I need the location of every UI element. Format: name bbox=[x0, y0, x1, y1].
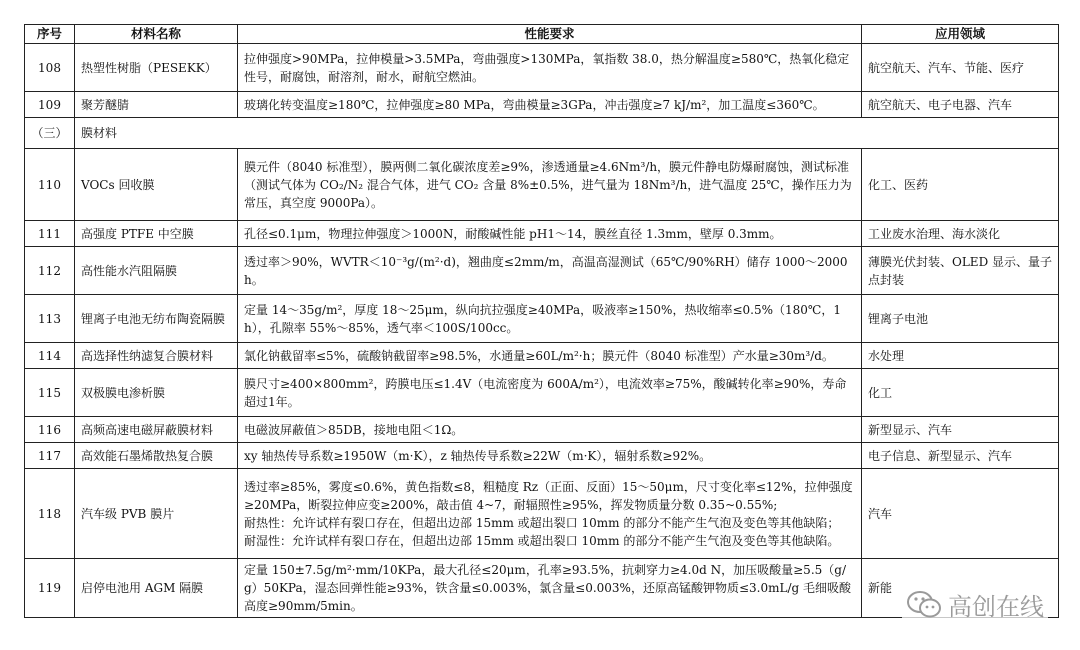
row-index: 117 bbox=[25, 443, 75, 469]
row-application: 航空航天、电子电器、汽车 bbox=[862, 92, 1059, 118]
table-row bbox=[25, 443, 1059, 469]
row-material: 锂离子电池无纺布陶瓷隔膜 bbox=[75, 295, 238, 343]
row-application: 水处理 bbox=[862, 343, 1059, 369]
row-application: 薄膜光伏封装、OLED 显示、量子点封装 bbox=[862, 247, 1059, 295]
row-index: 115 bbox=[25, 369, 75, 417]
watermark-text: 高创在线 bbox=[948, 593, 1044, 621]
row-application: 航空航天、汽车、节能、医疗 bbox=[862, 44, 1059, 92]
row-material: 高性能水汽阻隔膜 bbox=[75, 247, 238, 295]
row-index: 116 bbox=[25, 417, 75, 443]
table-row bbox=[25, 149, 1059, 221]
header-application: 应用领域 bbox=[862, 25, 1059, 44]
watermark bbox=[902, 587, 1048, 622]
table-row bbox=[25, 369, 1059, 417]
materials-table bbox=[24, 24, 1059, 618]
row-material: 热塑性树脂（PESEKK） bbox=[75, 44, 238, 92]
row-index: 112 bbox=[25, 247, 75, 295]
table-row bbox=[25, 247, 1059, 295]
row-index: 113 bbox=[25, 295, 75, 343]
spec-table-sheet bbox=[24, 24, 1058, 618]
row-material: 双极膜电渗析膜 bbox=[75, 369, 238, 417]
row-performance: 定量 14～35g/m²，厚度 18～25μm，纵向抗拉强度≥40MPa，吸液率≥150%，热收缩率≤0.5%（180℃，1h），孔隙率 55%～85%，透气率＜100S/100cc。 bbox=[238, 295, 862, 343]
row-index: 114 bbox=[25, 343, 75, 369]
section-index: （三） bbox=[25, 118, 75, 149]
row-application: 化工、医药 bbox=[862, 149, 1059, 221]
table-row bbox=[25, 221, 1059, 247]
row-performance: 膜尺寸≥400×800mm²，跨膜电压≤1.4V（电流密度为 600A/m²），电流效率≥75%，酸碱转化率≥90%，寿命超过1年。 bbox=[238, 369, 862, 417]
wechat-icon bbox=[906, 590, 942, 620]
row-performance: xy 轴热传导系数≥1950W（m·K），z 轴热传导系数≥22W（m·K），辐射系数≥92%。 bbox=[238, 443, 862, 469]
row-performance: 电磁波屏蔽值＞85DB，接地电阻＜1Ω。 bbox=[238, 417, 862, 443]
performance-line: 耐湿性：允许试样有裂口存在，但超出边部 15mm 或超出裂口 10mm 的部分不能产生气泡及变色等其他缺陷。 bbox=[244, 533, 840, 548]
row-application: 汽车 bbox=[862, 469, 1059, 559]
row-index: 118 bbox=[25, 469, 75, 559]
row-material: 聚芳醚腈 bbox=[75, 92, 238, 118]
row-performance: 透过率＞90%，WVTR＜10⁻³g/(m²·d)，翘曲度≤2mm/m，高温高湿测试（65℃/90%RH）储存 1000～2000h。 bbox=[238, 247, 862, 295]
row-performance: 膜元件（8040 标准型），膜两侧二氧化碳浓度差≥9%，渗透通量≥4.6Nm³/h，膜元件静电防爆耐腐蚀，测试标准（测试气体为 CO₂/N₂ 混合气体，进气 CO₂ 含量 8%±0.5%，进气量为 18Nm³/h，进气温度 25℃，操作压力为常压，真空度 9000Pa）。 bbox=[238, 149, 862, 221]
row-index: 111 bbox=[25, 221, 75, 247]
table-row bbox=[25, 44, 1059, 92]
row-application: 化工 bbox=[862, 369, 1059, 417]
row-index: 110 bbox=[25, 149, 75, 221]
row-material: VOCs 回收膜 bbox=[75, 149, 238, 221]
row-application: 新型显示、汽车 bbox=[862, 417, 1059, 443]
row-material: 高频高速电磁屏蔽膜材料 bbox=[75, 417, 238, 443]
section-row bbox=[25, 118, 1059, 149]
row-material: 汽车级 PVB 膜片 bbox=[75, 469, 238, 559]
section-title: 膜材料 bbox=[75, 118, 1059, 149]
row-index: 108 bbox=[25, 44, 75, 92]
performance-line: 透过率≥85%，雾度≤0.6%，黄色指数≤8，粗糙度 Rz（正面、反面）15～50μm，尺寸变化率≤12%，拉伸强度≥20MPa，断裂拉伸应变≥200%，敲击值 4~7，耐辐照性≥95%，挥发物质量分数 0.35~0.55%; bbox=[244, 479, 853, 512]
row-index: 119 bbox=[25, 559, 75, 618]
row-material: 高效能石墨烯散热复合膜 bbox=[75, 443, 238, 469]
row-performance bbox=[238, 469, 862, 559]
table-row bbox=[25, 417, 1059, 443]
performance-line: 耐热性：允许试样有裂口存在，但超出边部 15mm 或超出裂口 10mm 的部分不能产生气泡及变色等其他缺陷； bbox=[244, 515, 840, 530]
row-material: 启停电池用 AGM 隔膜 bbox=[75, 559, 238, 618]
row-performance: 拉伸强度>90MPa，拉伸模量>3.5MPa，弯曲强度>130MPa，氧指数 38.0，热分解温度≥580℃，热氧化稳定性号，耐腐蚀，耐溶剂，耐水，耐航空燃油。 bbox=[238, 44, 862, 92]
row-performance: 氯化钠截留率≤5%，硫酸钠截留率≥98.5%，水通量≥60L/m²·h；膜元件（8040 标准型）产水量≥30m³/d。 bbox=[238, 343, 862, 369]
row-application: 锂离子电池 bbox=[862, 295, 1059, 343]
table-row bbox=[25, 343, 1059, 369]
row-application: 工业废水治理、海水淡化 bbox=[862, 221, 1059, 247]
row-application: 新能 bbox=[862, 559, 1059, 618]
row-index: 109 bbox=[25, 92, 75, 118]
table-row bbox=[25, 469, 1059, 559]
row-application: 电子信息、新型显示、汽车 bbox=[862, 443, 1059, 469]
table-header-row bbox=[25, 25, 1059, 44]
row-performance: 玻璃化转变温度≥180℃，拉伸强度≥80 MPa，弯曲模量≥3GPa，冲击强度≥7 kJ/m²，加工温度≤360℃。 bbox=[238, 92, 862, 118]
row-performance: 定量 150±7.5g/m²·mm/10KPa，最大孔径≤20μm，孔率≥93.5%，抗刺穿力≥4.0d N，加压吸酸量≥5.5（g/g）50KPa，湿态回弹性能≥93%，铁含量≤0.003%，氯含量≤0.003%，还原高锰酸钾物质≤3.0mL/g 毛细吸酸高度≥90mm/5min。 bbox=[238, 559, 862, 618]
row-performance: 孔径≤0.1μm，物理拉伸强度＞1000N，耐酸碱性能 pH1～14，膜丝直径 1.3mm，壁厚 0.3mm。 bbox=[238, 221, 862, 247]
header-performance: 性能要求 bbox=[238, 25, 862, 44]
row-material: 高强度 PTFE 中空膜 bbox=[75, 221, 238, 247]
table-row bbox=[25, 295, 1059, 343]
table-row bbox=[25, 92, 1059, 118]
header-index: 序号 bbox=[25, 25, 75, 44]
header-material: 材料名称 bbox=[75, 25, 238, 44]
row-material: 高选择性纳滤复合膜材料 bbox=[75, 343, 238, 369]
